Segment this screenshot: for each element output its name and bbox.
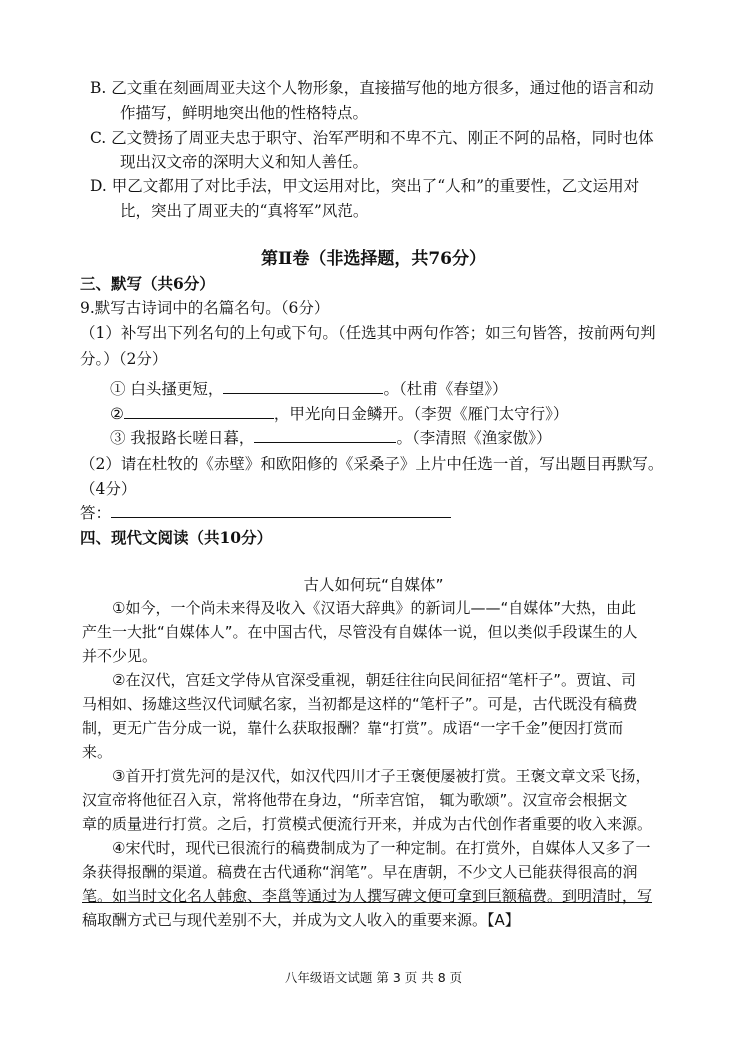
fill-item-1-prefix: ① 白头搔更短， — [110, 380, 224, 398]
section4-heading: 四、现代文阅读（共10分） — [80, 528, 273, 547]
passage-p3-line2: 汉宣帝将他征召入京，常将他带在身边，“所幸宫馆， 辄为歌颂”。汉宣帝会根据文 — [82, 791, 628, 809]
question-9-2-line2: （4分） — [80, 480, 137, 498]
passage-p4-line1: ④宋代时，现代已很流行的稿费制成为了一种定制。在打赏外，自媒体人又多了一 — [112, 839, 651, 857]
passage-p2-line2: 马相如、扬雄这些汉代词赋名家，当初都是这样的“笔杆子”。可是，古代既没有稿费 — [82, 695, 638, 713]
question-9-1-line1: （1）补写出下列名句的上句或下句。（任选其中两句作答；如三句皆答，按前两句判 — [80, 324, 656, 342]
passage-p2-line4: 来。 — [82, 743, 113, 761]
fill-item-2-suffix: ，甲光向日金鳞开。（李贺《雁门太守行》） — [273, 405, 569, 423]
section3-heading: 三、默写（共6分） — [80, 274, 215, 293]
fill-item-3-prefix: ③ 我报路长嗟日暮， — [110, 429, 255, 447]
fill-item-1-suffix: 。（杜甫《春望》） — [383, 380, 508, 398]
option-b-line1: B. 乙文重在刻画周亚夫这个人物形象，直接描写他的地方很多，通过他的语言和动 — [90, 79, 654, 97]
option-d-line1: D. 甲乙文都用了对比手法，甲文运用对比，突出了“人和”的重要性，乙文运用对 — [90, 177, 640, 195]
fill-blank-3[interactable] — [254, 428, 396, 443]
option-b-line2: 作描写，鲜明地突出他的性格特点。 — [120, 104, 369, 122]
passage-p2-line3: 制，更无广告分成一说，靠什么获取报酬？靠“打赏”。成语“一字千金”便因打赏而 — [82, 719, 624, 737]
passage-p4-line4: 稿取酬方式已与现代差别不大，并成为文人收入的重要来源。【A】 — [82, 911, 520, 929]
passage-p3-line3: 章的质量进行打赏。之后，打赏模式便流行开来，并成为古代创作者重要的收入来源。 — [82, 815, 653, 833]
passage-p1-line1: ①如今，一个尚未来得及收入《汉语大辞典》的新词儿——“自媒体”大热，由此 — [112, 599, 636, 617]
passage-p3-line1: ③首开打赏先河的是汉代，如汉代四川才子王褒便屡被打赏。王褒文章文采飞扬， — [112, 767, 651, 785]
option-d-line2: 比，突出了周亚夫的“真将军”风范。 — [120, 202, 369, 220]
fill-item-3-suffix: 。（李清照《渔家傲》） — [396, 429, 552, 447]
fill-blank-2[interactable] — [124, 404, 274, 419]
answer-line — [80, 503, 451, 523]
question-9-2-line1: （2）请在杜牧的《赤壁》和欧阳修的《采桑子》上片中任选一首，写出题目再默写。 — [80, 455, 664, 473]
answer-label: 答： — [80, 504, 112, 522]
fill-item-3 — [110, 428, 551, 448]
option-c-line2: 现出汉文帝的深明大义和知人善任。 — [120, 153, 369, 171]
fill-item-2 — [110, 404, 568, 424]
passage-title: 古人如何玩“自媒体” — [303, 576, 444, 594]
question-9: 9.默写古诗词中的名篇名句。（6分） — [80, 299, 330, 317]
option-c-line1: C. 乙文赞扬了周亚夫忠于职守、治军严明和不卑不亢、刚正不阿的品格，同时也体 — [90, 129, 654, 147]
passage-p2-line1: ②在汉代，宫廷文学侍从官深受重视，朝廷往往向民间征招“笔杆子”。贾谊、司 — [112, 671, 636, 689]
fill-item-2-prefix: ② — [110, 405, 124, 423]
passage-p1-line3: 并不少见。 — [82, 647, 158, 665]
fill-item-1 — [110, 379, 507, 399]
part2-title: 第Ⅱ卷（非选择题，共76分） — [261, 249, 486, 269]
passage-p1-line2: 产生一大批“自媒体人”。在中国古代，尽管没有自媒体一说，但以类似手段谋生的人 — [82, 623, 638, 641]
question-9-1-line2: 分。）（2分） — [80, 350, 168, 368]
page-footer: 八年级语文试题 第 3 页 共 8 页 — [284, 970, 463, 985]
passage-p4-line3: 笔。如当时文化名人韩愈、李邕等通过为人撰写碑文便可拿到巨额稿费。到明清时，写 — [82, 887, 653, 905]
passage-p4-line2: 条获得报酬的渠道。稿费在古代通称“润笔”。早在唐朝，不少文人已能获得很高的润 — [82, 863, 638, 881]
fill-blank-1[interactable] — [223, 379, 383, 394]
answer-blank[interactable] — [111, 503, 451, 518]
